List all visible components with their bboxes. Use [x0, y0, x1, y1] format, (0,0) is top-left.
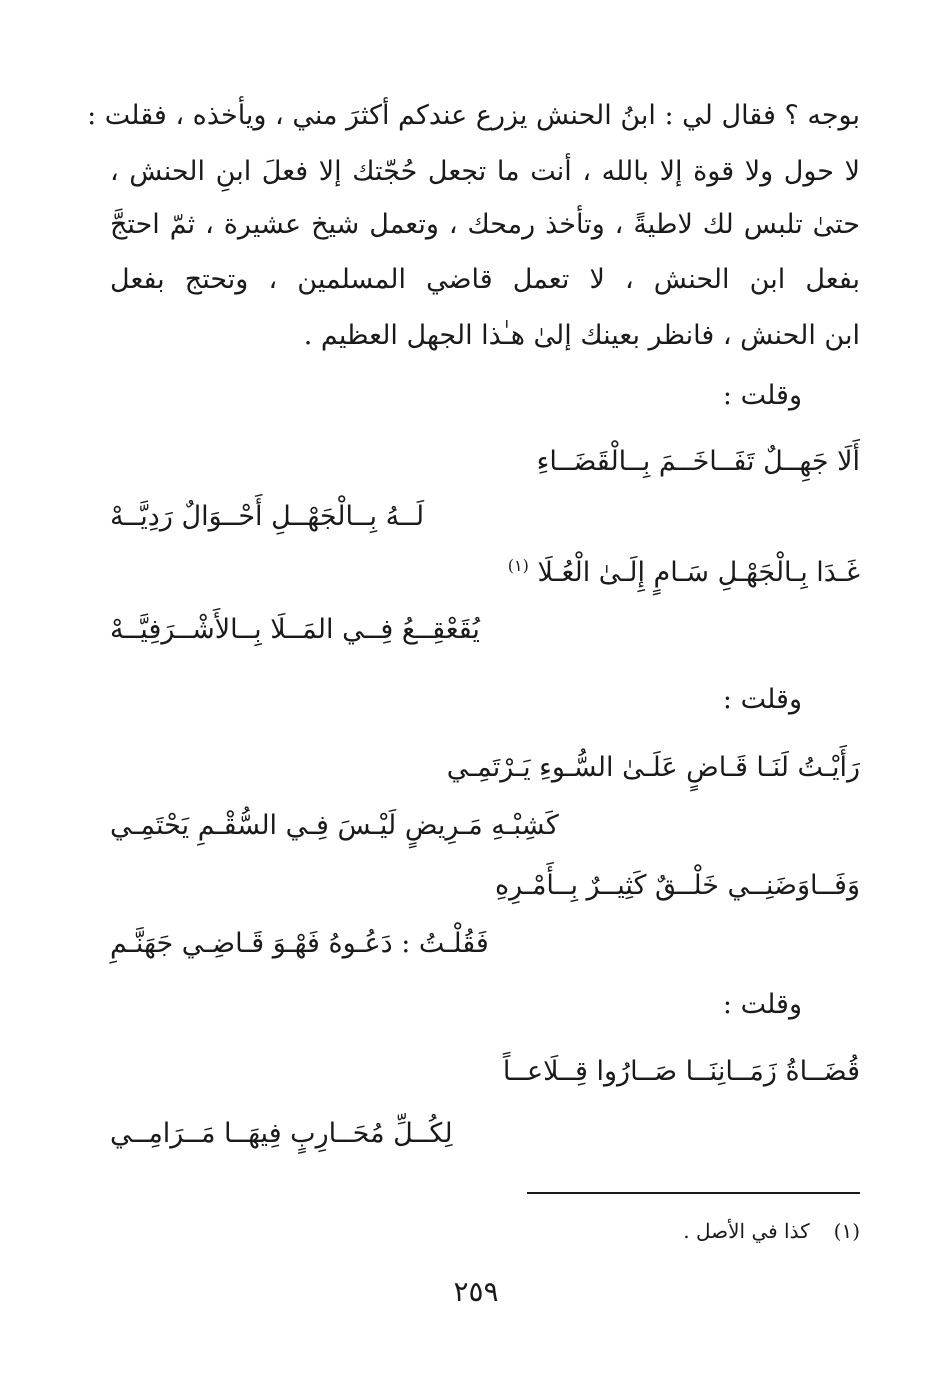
- poem1-label: وقلت :: [722, 380, 802, 411]
- poem1-verse-2: لَــهُ بِــالْجَهْــلِ أَحْــوَالٌ رَدِيَّــهْ: [110, 501, 425, 532]
- footnote-reference: (١): [507, 556, 529, 575]
- poem1-verse-3-text: غَـدَا بِـالْجَهْـلِ سَـامٍ إِلَـىٰ الْعُـلَا: [537, 557, 860, 588]
- poem2-verse-2: كَشِبْـهِ مَـرِيضٍ لَيْـسَ فِـي السُّقْـمِ يَحْتَمِـي: [110, 810, 559, 841]
- page-number: ٢٥٩: [453, 1275, 499, 1308]
- footnote-marker: (١): [833, 1219, 860, 1243]
- poem1-verse-1: أَلَا جَهِــلٌ تَفَــاخَــمَ بِــالْقَضَــاءِ: [536, 446, 860, 477]
- footnote: [683, 1216, 860, 1246]
- poem1-verse-3: [508, 553, 860, 593]
- paragraph-line-5: ابن الحنش ، فانظر بعينك إلىٰ هـٰذا الجهل العظيم .: [303, 320, 860, 351]
- paragraph-line-4: بفعل ابن الحنش ، لا تعمل قاضي المسلمين ، وتحتج بفعل: [110, 264, 860, 295]
- poem2-verse-4: فَقُلْـتُ : دَعُـوهُ فَهْـوَ قَـاضِـي جَهَنَّـمِ: [110, 928, 489, 959]
- footnote-text: كذا في الأصل .: [683, 1219, 810, 1243]
- poem2-verse-1: رَأَيْـتُ لَنَـا قَـاضٍ عَلَـىٰ السُّـوءِ يَـرْتَمِـي: [446, 752, 860, 783]
- poem2-verse-3: وَفَــاوَضَنِــي خَلْــقٌ كَثِيــرٌ بِــأَمْـرِهِ: [495, 870, 860, 901]
- paragraph-line-2: لا حول ولا قوة إلا بالله ، أنت ما تجعل حُجّتك إلا فعلَ ابنِ الحنش ،: [110, 156, 860, 187]
- poem3-label: وقلت :: [722, 989, 802, 1020]
- poem2-label: وقلت :: [722, 684, 802, 715]
- poem3-verse-1: قُضَــاةُ زَمَــانِنَــا صَــارُوا قِــلَاعــاً: [502, 1056, 860, 1087]
- poem1-verse-4: يُقَعْقِــعُ فِــي المَــلَا بِــالأَشْــرَفِيَّــهْ: [110, 614, 480, 645]
- paragraph-line-1: بوجه ؟ فقال لي : ابنُ الحنش يزرع عندكم أكثرَ مني ، ويأخذه ، فقلت :: [87, 100, 860, 131]
- poem3-verse-2: لِكُــلِّ مُحَــارِبٍ فِيهَــا مَــرَامِــي: [110, 1118, 453, 1149]
- footnote-separator: [527, 1192, 860, 1194]
- paragraph-line-3: حتىٰ تلبس لك لاطيةً ، وتأخذ رمحك ، وتعمل شيخ عشيرة ، ثمّ احتجَّ: [110, 209, 861, 240]
